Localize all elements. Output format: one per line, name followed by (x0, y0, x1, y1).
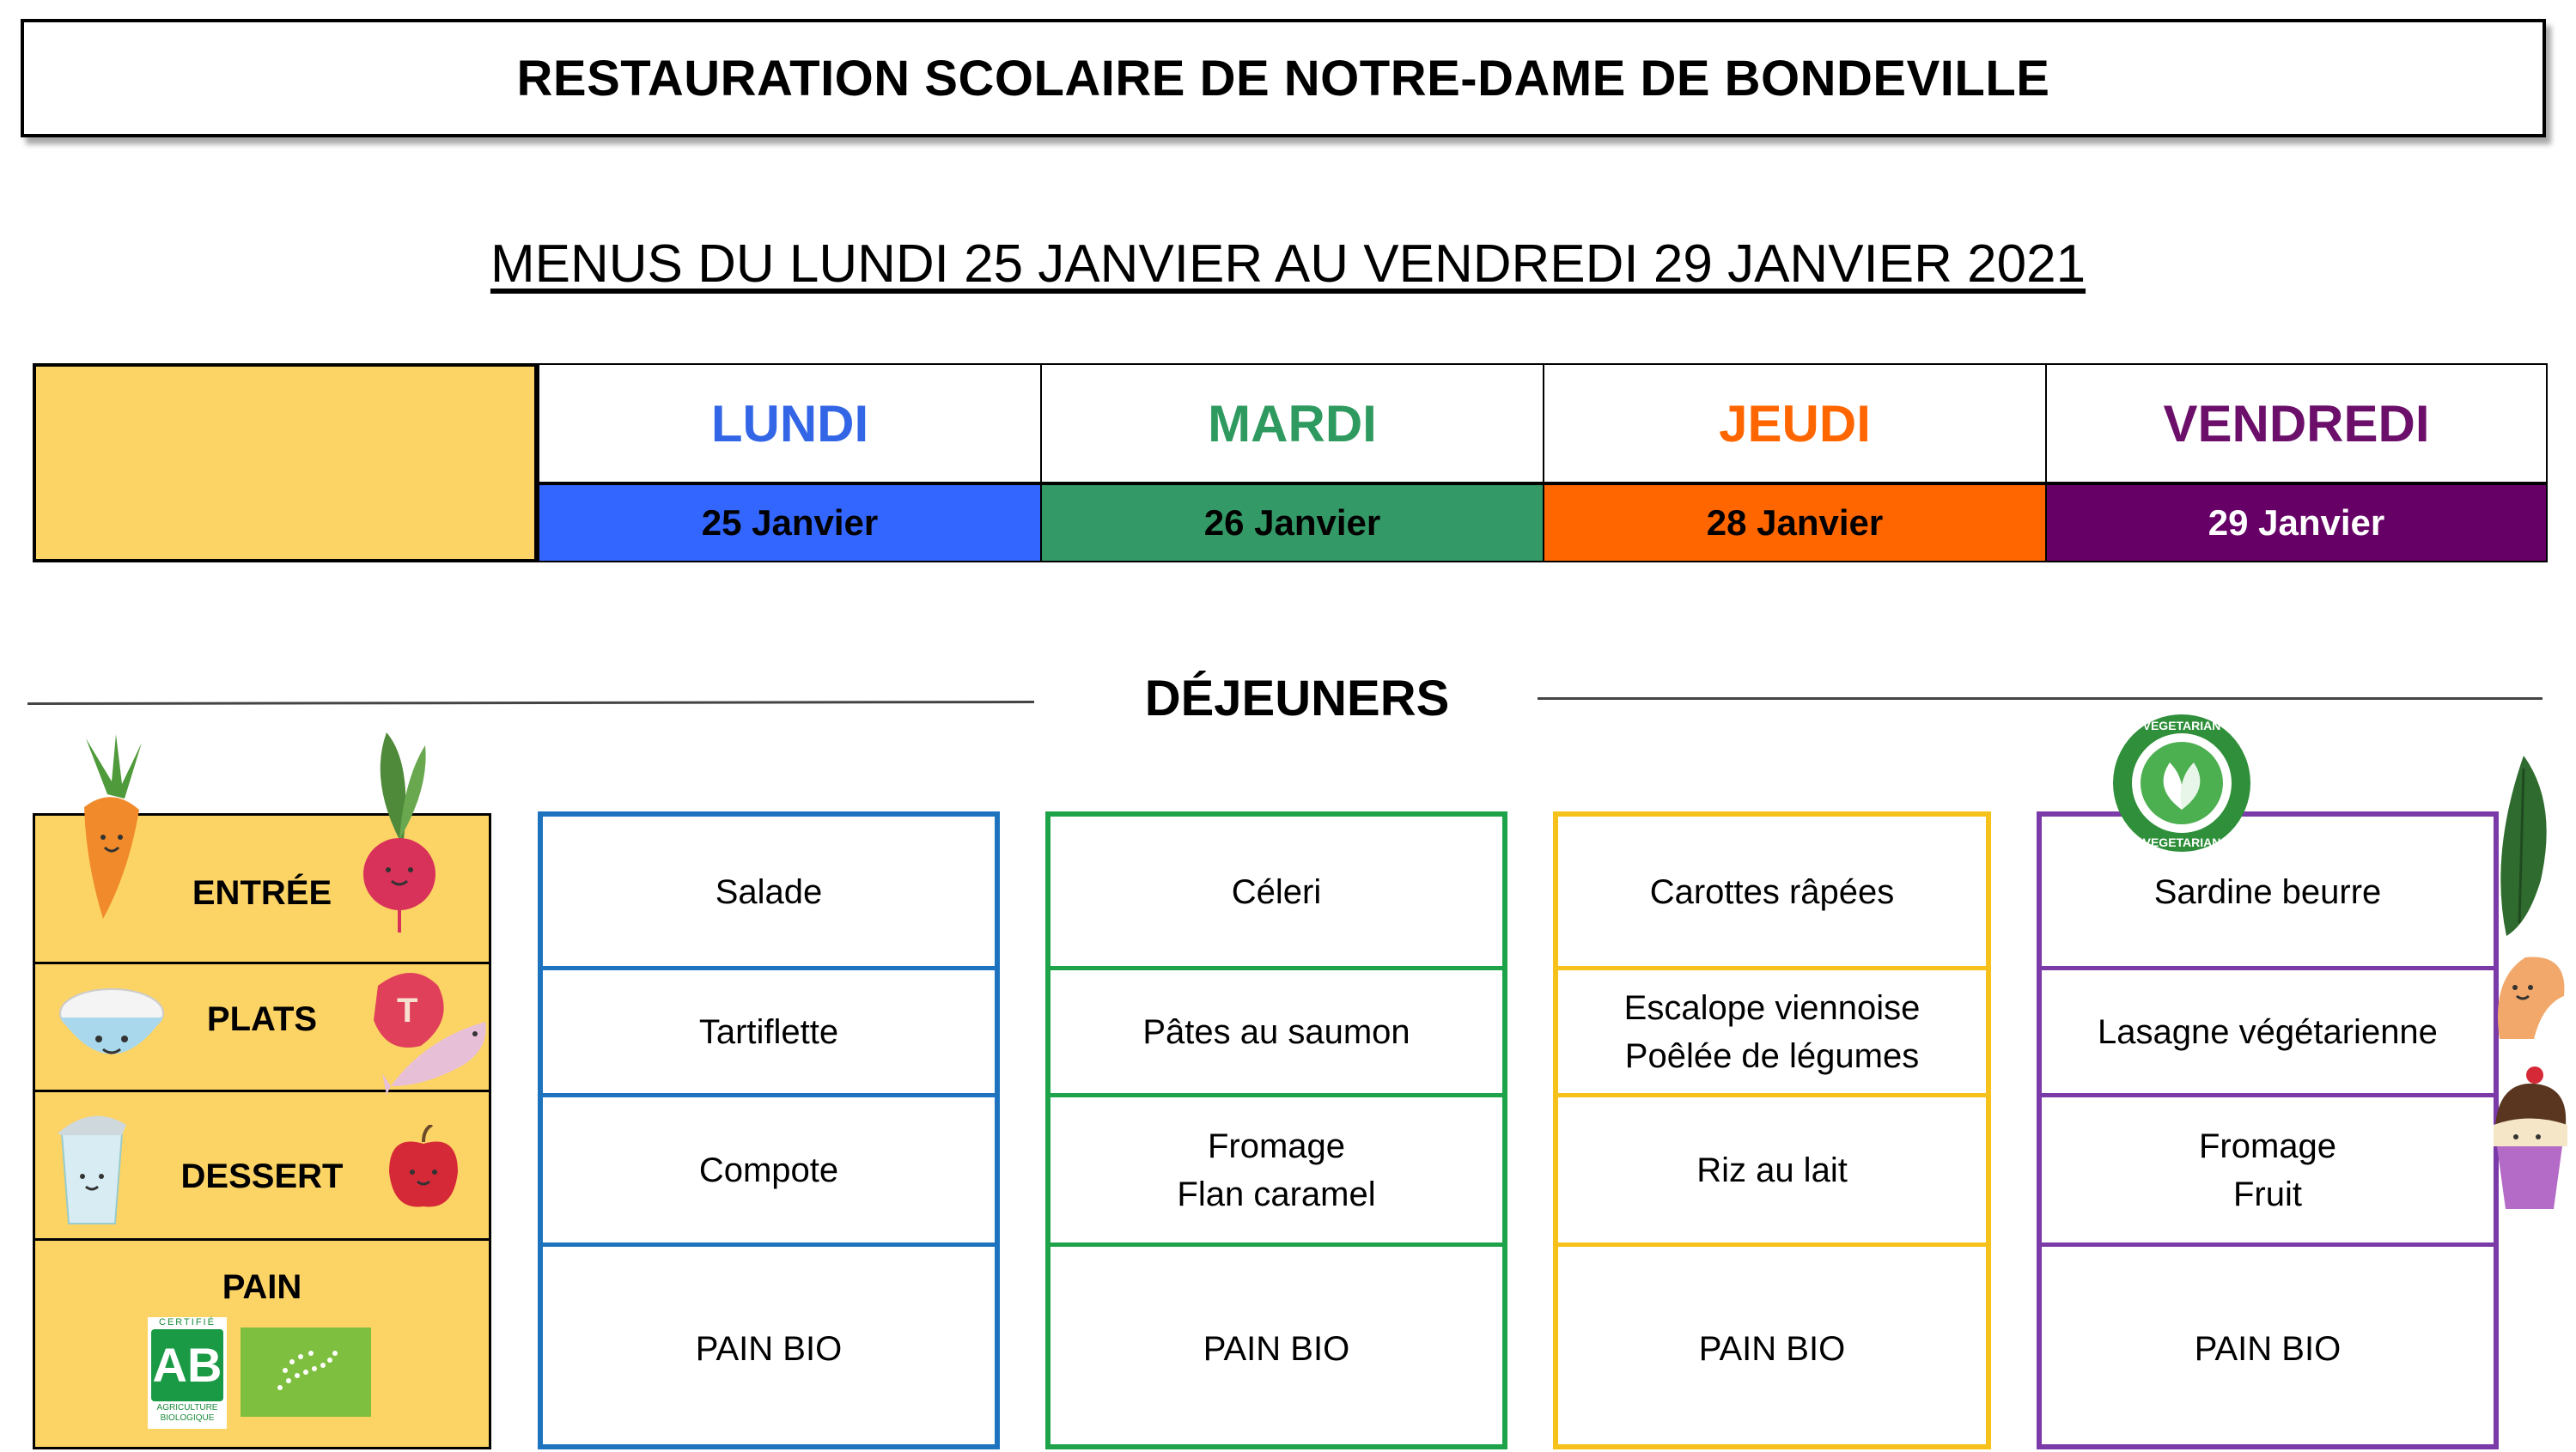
mardi-plat: Pâtes au saumon (1142, 1013, 1410, 1051)
label-entree: ENTRÉE (33, 813, 491, 964)
lundi-plat: Tartiflette (698, 1013, 839, 1051)
svg-text:VEGETARIAN: VEGETARIAN (2142, 835, 2221, 849)
label-plats: PLATS (33, 962, 491, 1092)
page-title: RESTAURATION SCOLAIRE DE NOTRE-DAME DE BONDEVILLE (516, 50, 2050, 106)
date-mardi: 26 Janvier (1040, 483, 1544, 562)
day-header-lundi: LUNDI (538, 363, 1042, 483)
section-divider-right (1538, 697, 2543, 700)
svg-text:VEGETARIAN: VEGETARIAN (2142, 719, 2221, 732)
ab-bio-logo: CERTIFIÉ AB AGRICULTURE BIOLOGIQUE (148, 1317, 227, 1429)
vendredi-entree: Sardine beurre (2153, 873, 2382, 911)
jeudi-plat: Escalope viennoise Poêlée de légumes (1623, 989, 1921, 1075)
date-jeudi: 28 Janvier (1543, 483, 2047, 562)
vendredi-pain: PAIN BIO (2194, 1330, 2342, 1368)
section-title-dejeuners: DÉJEUNERS (1144, 671, 1450, 726)
menu-column-vendredi (2037, 811, 2499, 1449)
radish-icon (352, 728, 447, 934)
menu-column-mardi (1045, 811, 1507, 1449)
day-header-mardi: MARDI (1040, 363, 1544, 483)
lundi-entree: Salade (715, 873, 823, 911)
apple-icon (385, 1125, 462, 1211)
jeudi-entree: Carottes râpées (1649, 873, 1895, 911)
label-dessert: DESSERT (33, 1090, 491, 1241)
jeudi-pain: PAIN BIO (1698, 1330, 1846, 1368)
carrot-icon (69, 734, 155, 923)
date-vendredi: 29 Janvier (2045, 483, 2548, 562)
menu-column-jeudi (1553, 811, 1991, 1449)
menu-period-subtitle: MENUS DU LUNDI 25 JANVIER AU VENDREDI 29 JANVIER 2021 (490, 234, 2086, 294)
cupcake-icon (2487, 1065, 2573, 1211)
label-pain: PAIN (33, 1238, 491, 1449)
section-divider-left (27, 701, 1034, 705)
vegetarian-badge-icon (2110, 711, 2254, 855)
day-header-jeudi: JEUDI (1543, 363, 2047, 483)
mardi-pain: PAIN BIO (1203, 1330, 1350, 1368)
vendredi-plat: Lasagne végétarienne (2098, 1013, 2438, 1051)
jeudi-dessert: Riz au lait (1696, 1151, 1848, 1189)
page-title-box (21, 19, 2546, 137)
lundi-pain: PAIN BIO (695, 1330, 843, 1368)
menu-column-lundi (538, 811, 1000, 1449)
bread-icon (2491, 945, 2568, 1048)
day-header-vendredi: VENDREDI (2045, 363, 2548, 483)
lundi-dessert: Compote (698, 1151, 839, 1189)
header-corner-cell (33, 363, 538, 562)
date-lundi: 25 Janvier (538, 483, 1042, 562)
spinach-icon (2489, 751, 2558, 940)
eu-organic-logo (241, 1327, 371, 1417)
mardi-entree: Céleri (1231, 873, 1322, 911)
fish-icon (382, 1005, 502, 1099)
vendredi-dessert: Fromage Fruit (2198, 1127, 2337, 1213)
mardi-dessert: Fromage Flan caramel (1177, 1127, 1376, 1213)
cottage-cheese-icon (52, 979, 172, 1073)
svg-text:T: T (397, 992, 418, 1030)
yogurt-icon (53, 1108, 131, 1228)
